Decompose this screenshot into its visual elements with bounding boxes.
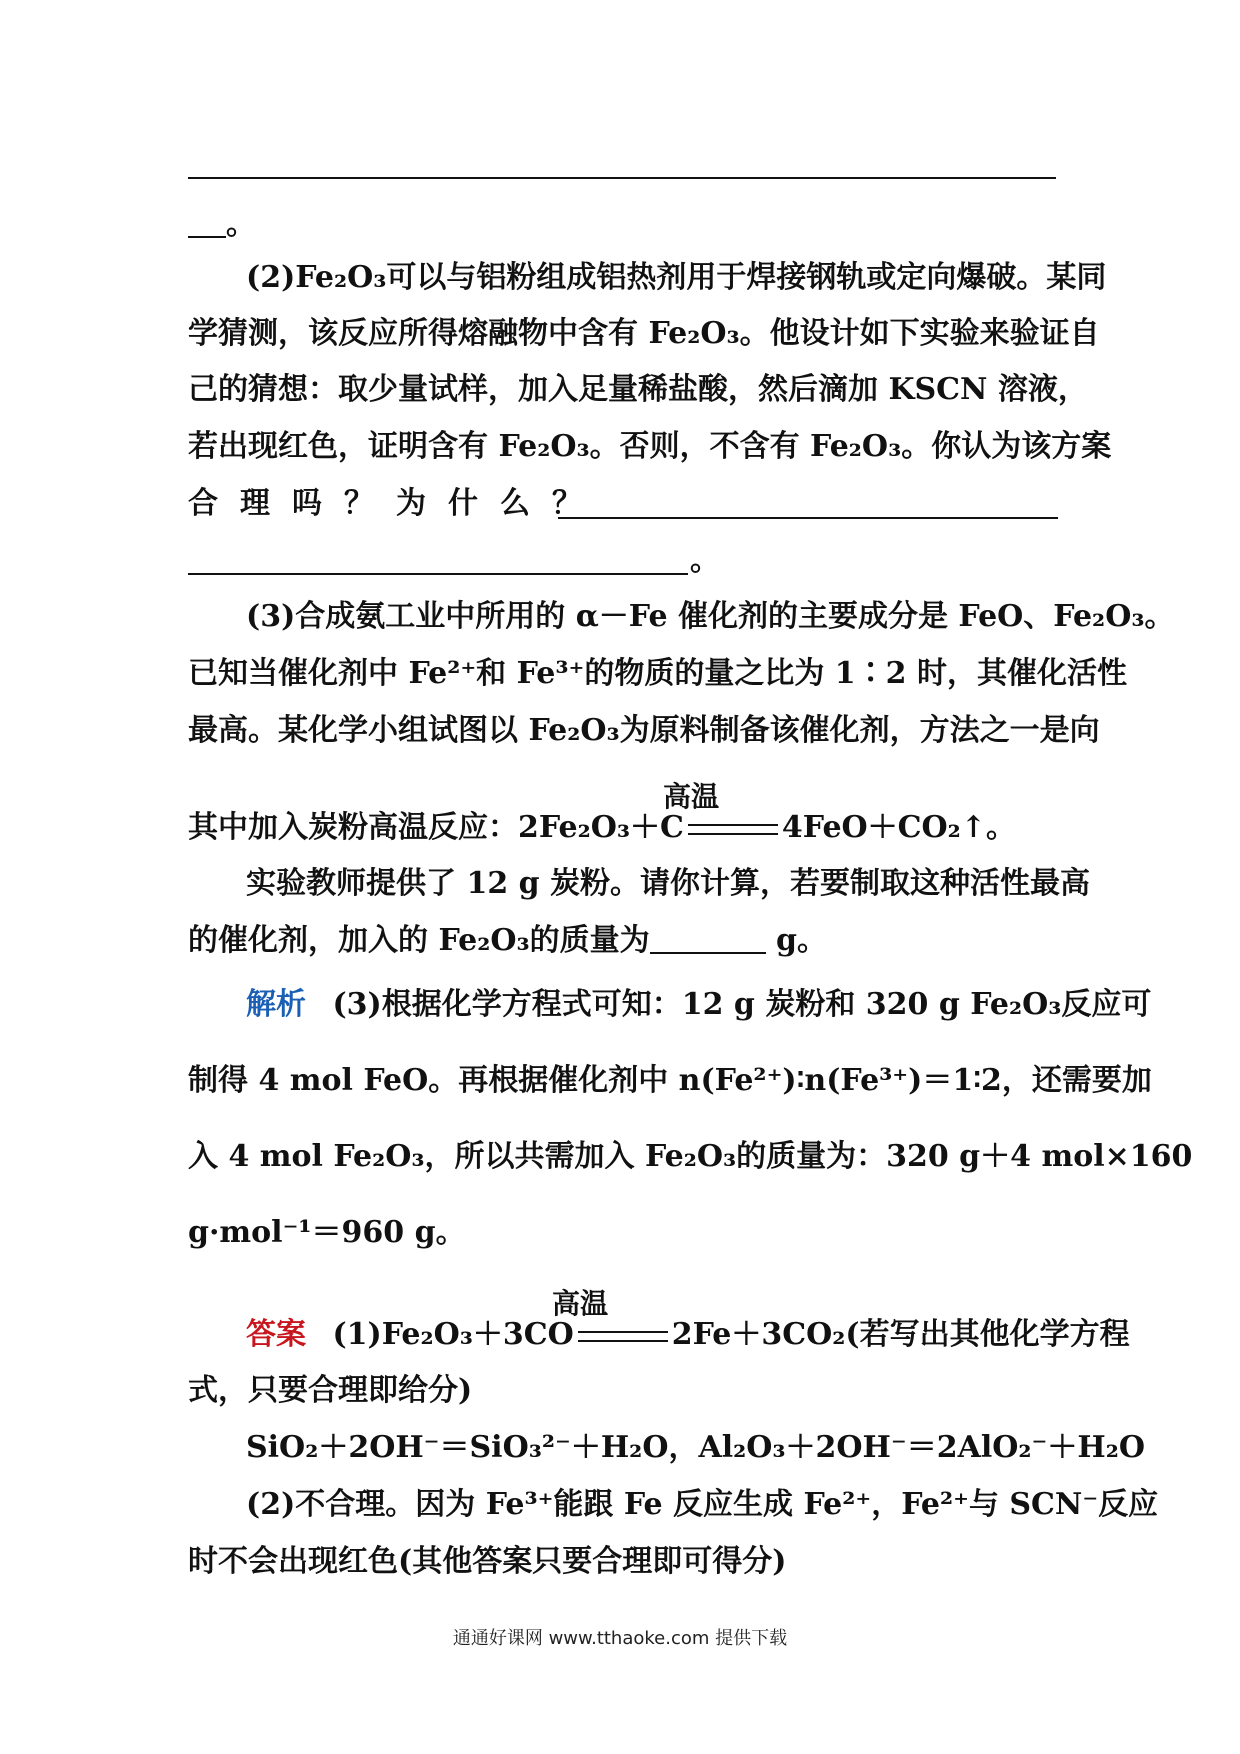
q3-line-1: (3)合成氨工业中所用的 α－Fe 催化剂的主要成分是 FeO、Fe₂O₃。 <box>246 599 1175 634</box>
answer-line-3: SiO₂＋2OH⁻＝SiO₃²⁻＋H₂O，Al₂O₃＋2OH⁻＝2AlO₂⁻＋H₂O <box>246 1430 1145 1465</box>
equals-sign <box>578 1331 668 1342</box>
analysis-line-3: 入 4 mol Fe₂O₃，所以共需加入 Fe₂O₃的质量为：320 g＋4 mol×160 <box>188 1139 1193 1174</box>
q3-line-6: 的催化剂，加入的 Fe₂O₃的质量为 g。 <box>188 923 828 958</box>
q1-end: 。 <box>188 205 1058 245</box>
answer-blank-line <box>188 177 1056 179</box>
q3-line-2: 已知当催化剂中 Fe²⁺和 Fe³⁺的物质的量之比为 1∶2 时，其催化活性 <box>188 656 1127 691</box>
answer-line-1: 答案 (1)Fe₂O₃＋3CO 2Fe＋3CO₂(若写出其他化学方程 <box>246 1317 1130 1352</box>
answer-line-5: 时不会出现红色(其他答案只要合理即可得分) <box>188 1544 787 1579</box>
q2-line-3: 己的猜想：取少量试样，加入足量稀盐酸，然后滴加 KSCN 溶液， <box>188 372 1088 407</box>
q3-line-5: 实验教师提供了 12 g 炭粉。请你计算，若要制取这种活性最高 <box>246 866 1091 901</box>
answer-blank-line <box>188 573 688 575</box>
page-footer: 通通好课网 www.tthaoke.com 提供下载 <box>452 1628 788 1649</box>
q3-equation-line: 其中加入炭粉高温反应：2Fe₂O₃＋C 4FeO＋CO₂↑。 <box>188 810 1016 845</box>
q3-line-3: 最高。某化学小组试图以 Fe₂O₃为原料制备该催化剂，方法之一是向 <box>188 713 1100 748</box>
answer-line-4: (2)不合理。因为 Fe³⁺能跟 Fe 反应生成 Fe²⁺，Fe²⁺与 SCN⁻反应 <box>246 1487 1159 1522</box>
answer-blank <box>188 206 226 238</box>
answer-blank-line <box>558 517 1058 519</box>
analysis-line-4: g·mol⁻¹＝960 g。 <box>188 1215 466 1250</box>
analysis-line-1: 解析 (3)根据化学方程式可知：12 g 炭粉和 320 g Fe₂O₃反应可 <box>246 987 1152 1022</box>
analysis-line-2: 制得 4 mol FeO。再根据催化剂中 n(Fe²⁺)∶n(Fe³⁺)＝1∶2，还需要加 <box>188 1063 1152 1098</box>
analysis-label: 解析 <box>246 987 306 1022</box>
q2-line-6-end: 。 <box>690 543 720 578</box>
q2-line-2: 学猜测，该反应所得熔融物中含有 Fe₂O₃。他设计如下实验来验证自 <box>188 316 1100 351</box>
reaction-condition: 高温 <box>552 1287 609 1320</box>
q2-line-1: (2)Fe₂O₃可以与铝粉组成铝热剂用于焊接钢轨或定向爆破。某同 <box>246 260 1107 295</box>
answer-label: 答案 <box>246 1317 306 1352</box>
answer-line-2: 式，只要合理即给分) <box>188 1373 473 1408</box>
q2-line-5: 合理吗？为什么？ <box>188 486 604 521</box>
answer-blank <box>650 922 766 954</box>
q2-line-4: 若出现红色，证明含有 Fe₂O₃。否则，不含有 Fe₂O₃。你认为该方案 <box>188 429 1112 464</box>
reaction-condition: 高温 <box>663 780 720 813</box>
equals-sign <box>688 824 778 835</box>
